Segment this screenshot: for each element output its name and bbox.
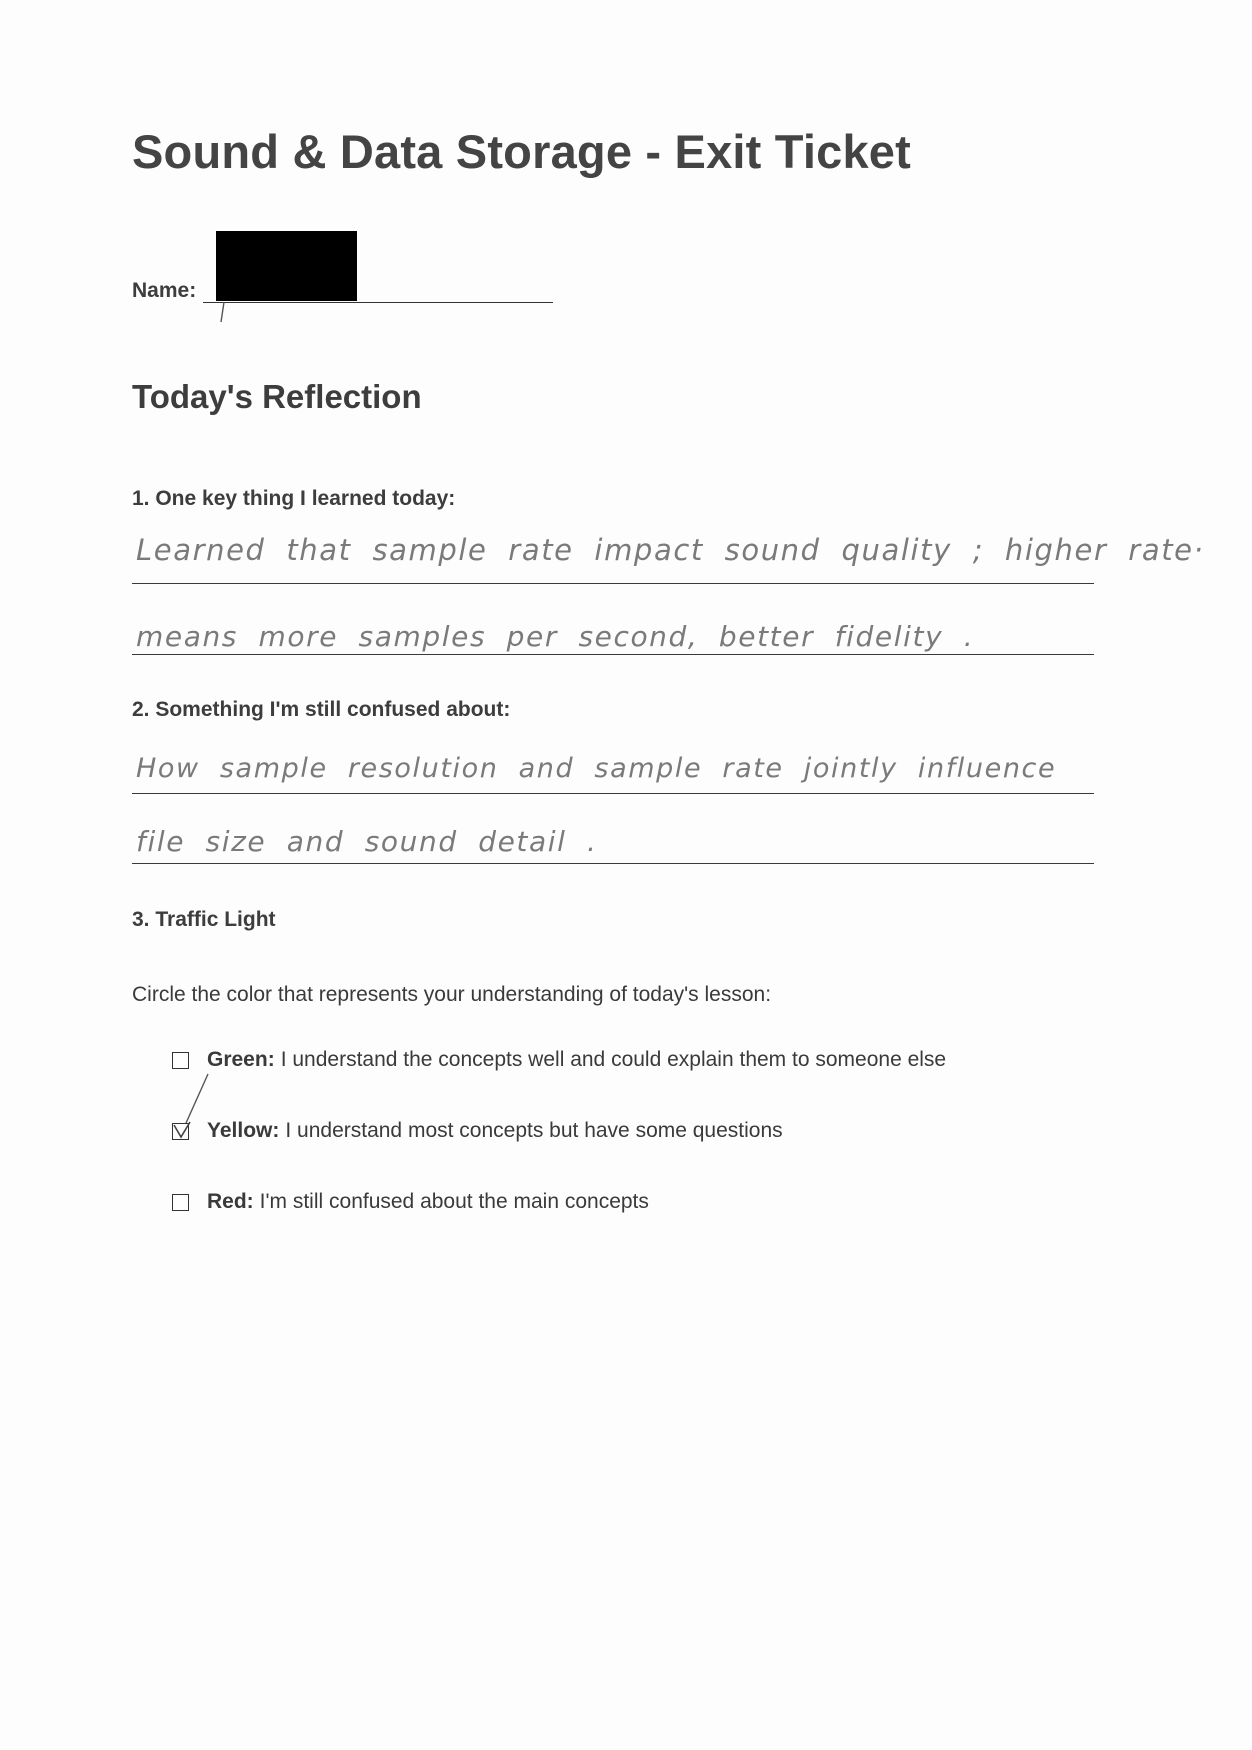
q1-answer-line-2: means more samples per second, better fidelity .	[136, 620, 975, 653]
option-green-text: I understand the concepts well and could explain them to someone else	[280, 1048, 947, 1071]
option-yellow-text: I understand most concepts but have some questions	[285, 1119, 783, 1142]
checkbox-red[interactable]	[172, 1194, 189, 1211]
checkmark-icon	[171, 1119, 193, 1143]
checkbox-green[interactable]	[172, 1052, 189, 1069]
option-yellow-key: Yellow:	[207, 1119, 280, 1142]
name-field-line[interactable]	[203, 302, 553, 303]
option-red-text: I'm still confused about the main concepts	[259, 1190, 649, 1213]
q1-answer-rule-1[interactable]	[132, 583, 1094, 584]
question-1-label: 1. One key thing I learned today:	[132, 487, 456, 510]
option-yellow[interactable]	[172, 1119, 783, 1143]
pencil-tick-mark	[216, 300, 236, 324]
option-green-key: Green:	[207, 1048, 275, 1071]
option-green[interactable]	[172, 1048, 946, 1072]
name-redaction-box	[216, 231, 357, 301]
q1-answer-line-1: Learned that sample rate impact sound quality ; higher rate·	[136, 533, 1205, 567]
option-red[interactable]	[172, 1190, 649, 1214]
name-label: Name:	[132, 279, 197, 302]
q1-answer-rule-2[interactable]	[132, 654, 1094, 655]
checkbox-yellow[interactable]	[172, 1123, 189, 1140]
option-red-key: Red:	[207, 1190, 254, 1213]
q2-answer-line-1: How sample resolution and sample rate jointly influence	[136, 753, 1057, 784]
reflection-heading: Today's Reflection	[132, 378, 422, 415]
traffic-light-instruction: Circle the color that represents your understanding of today's lesson:	[132, 983, 772, 1006]
q2-answer-rule-1[interactable]	[132, 793, 1094, 794]
q2-answer-rule-2[interactable]	[132, 863, 1094, 864]
question-2-label: 2. Something I'm still confused about:	[132, 698, 511, 721]
page-title: Sound & Data Storage - Exit Ticket	[132, 125, 911, 178]
q2-answer-line-2: file size and sound detail .	[136, 825, 598, 858]
question-3-label: 3. Traffic Light	[132, 908, 276, 931]
